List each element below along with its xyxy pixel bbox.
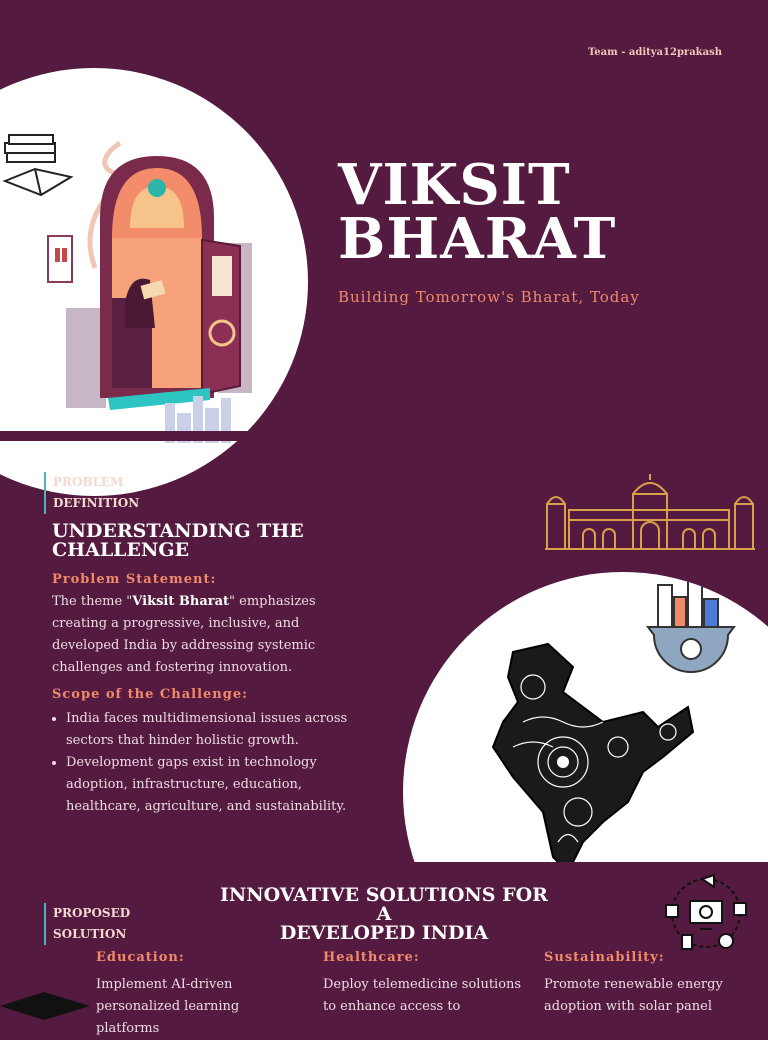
scope-heading: Scope of the Challenge:: [52, 687, 248, 702]
statement-bold: Viksit Bharat: [132, 594, 230, 609]
solution-heading-line2: DEVELOPED INDIA: [279, 922, 489, 944]
problem-statement-heading: Problem Statement:: [52, 572, 217, 587]
solution-sustainability-text: Promote renewable energy adoption with solar panel: [544, 977, 723, 1014]
hero-tagline: Building Tomorrow's Bharat, Today: [338, 288, 640, 306]
graduation-cap-icon: [0, 990, 92, 1024]
solution-sustainability-heading: Sustainability:: [544, 950, 665, 965]
statement-post: " emphasizes creating a progressive, inclusive, and developed India by addressing systemic challenges and fostering innovation.: [52, 594, 316, 675]
scope-list: [52, 708, 372, 818]
city-gear-icon: [648, 581, 734, 672]
hero-title-line1: VIKSIT: [338, 152, 571, 218]
statement-pre: The theme ": [52, 594, 133, 609]
solution-education-text: Implement AI-driven personalized learning platforms: [96, 977, 240, 1036]
solution-heading-line1: INNOVATIVE SOLUTIONS FOR A: [220, 884, 548, 925]
list-item: • Development gaps exist in technology adoption, infrastructure, education, healthcare, agriculture, and sustainability.: [66, 752, 372, 818]
problem-heading-line1: UNDERSTANDING THE: [52, 520, 304, 542]
problem-heading-line2: CHALLENGE: [52, 539, 190, 561]
solution-healthcare-text: Deploy telemedicine solutions to enhance access to: [323, 977, 522, 1014]
tech-network-icon: [664, 873, 748, 953]
solution-education-heading: Education:: [96, 950, 185, 965]
team-label: Team - aditya12prakash: [588, 47, 722, 58]
hero-title: [338, 152, 617, 272]
problem-tag-line1: PROBLEM: [53, 475, 124, 489]
palace-outline-icon: [543, 474, 757, 552]
problem-statement-text: [52, 591, 362, 679]
books-icon: [5, 135, 71, 195]
solution-heading: [214, 886, 554, 943]
hero-title-line2: BHARAT: [338, 206, 617, 272]
solution-tag-line1: PROPOSED: [53, 906, 131, 920]
problem-tag: [44, 472, 139, 514]
list-item: • India faces multidimensional issues across sectors that hinder holistic growth.: [66, 708, 372, 752]
solution-tag: [44, 903, 130, 945]
problem-heading: [52, 522, 304, 560]
solution-healthcare-heading: Healthcare:: [323, 950, 420, 965]
problem-tag-line2: DEFINITION: [53, 496, 140, 510]
solution-tag-line2: SOLUTION: [53, 927, 127, 941]
section-divider: [0, 431, 768, 441]
